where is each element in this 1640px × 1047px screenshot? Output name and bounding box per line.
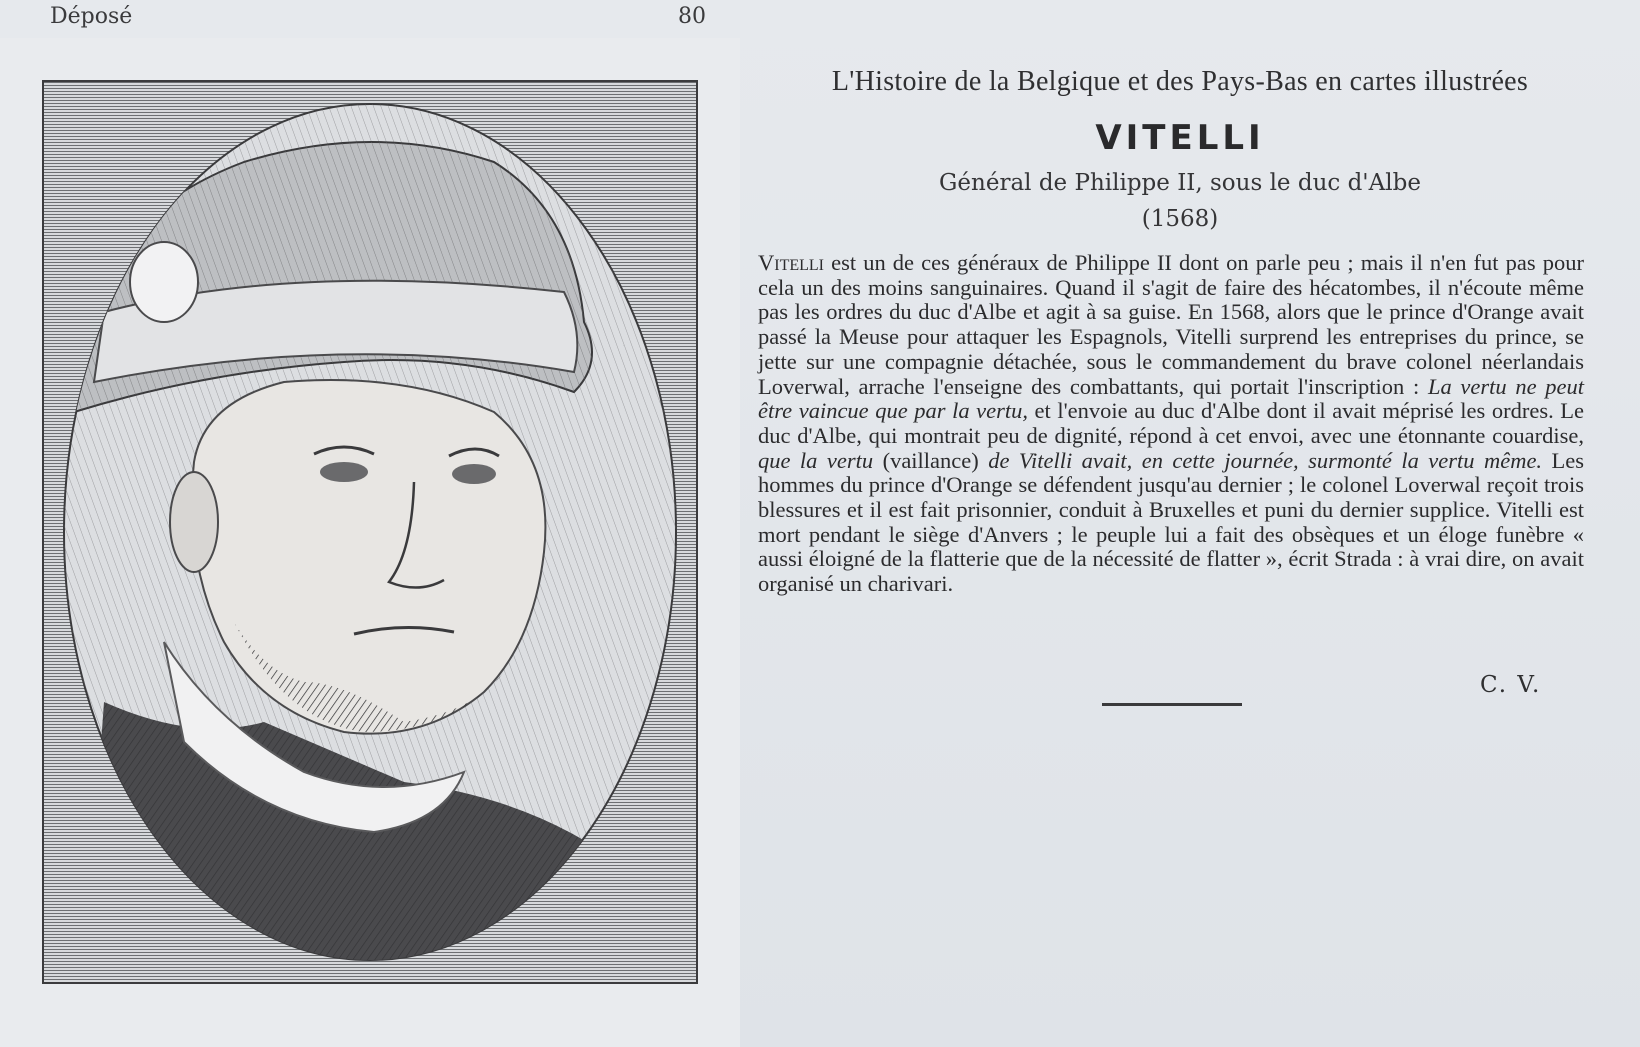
author-initials: C. V. bbox=[1480, 672, 1542, 698]
body-part-4: Les hommes du prince d'Orange se défendent jusqu'au dernier ; le colonel Loverwal reçoit trois blessures et il est fait prisonnier, conduit à Bruxelles et puni du dernier supplice. Vitelli est mort pendant le siège d'Anvers ; le peuple lui a fait des obsèques et un éloge funèbre « aussi éloigné de la flatterie que de la nécessité de flatter », écrit Strada : à vrai dire, on avait organisé un charivari. bbox=[758, 447, 1584, 597]
banner-inscription: La vertu ne peut être vaincue que par la vertu, bbox=[758, 373, 1584, 424]
article-body bbox=[758, 251, 1584, 597]
subject-name: Vitelli bbox=[758, 250, 824, 275]
body-part-1: est un de ces généraux de Philippe II dont on parle peu ; mais il n'en fut pas pour cela un des moins sanguinaires. Quand il s'agit de faire des hécatombes, il n'écoute même pas les ordres du duc d'Albe et agit à sa guise. En 1568, alors que le prince d'Orange avait passé la Meuse pour attaquer les Espagnols, Vitelli surprend les entreprises du prince, se jette sur une compagnie détachée, sous le commandement du brave colonel néerlandais Loverwal, arrache l'enseigne des combattants, qui portait l'inscription : bbox=[758, 250, 1584, 399]
alba-quote-a: que la vertu bbox=[758, 447, 874, 473]
article-subtitle: Général de Philippe II, sous le duc d'Albe bbox=[939, 170, 1421, 196]
body-part-3: (vaillance) bbox=[873, 447, 989, 473]
article-date: (1568) bbox=[1141, 206, 1219, 232]
body-part-2: et l'envoie au duc d'Albe dont il avait méprisé les ordres. Le duc d'Albe, qui montrait peu de dignité, répond à cet envoi, avec une étonnante couardise, bbox=[758, 398, 1584, 448]
alba-quote-b: de Vitelli avait, en cette journée, surmonté la vertu même. bbox=[988, 447, 1543, 473]
closing-rule bbox=[1102, 703, 1242, 706]
engraved-portrait bbox=[42, 80, 698, 984]
card-number: 80 bbox=[678, 4, 706, 29]
article-title: VITELLI bbox=[1095, 118, 1265, 158]
series-title: L'Histoire de la Belgique et des Pays-Bas en cartes illustrées bbox=[831, 66, 1529, 97]
portrait-illustration bbox=[44, 82, 696, 982]
deposit-mark: Déposé bbox=[50, 4, 133, 29]
